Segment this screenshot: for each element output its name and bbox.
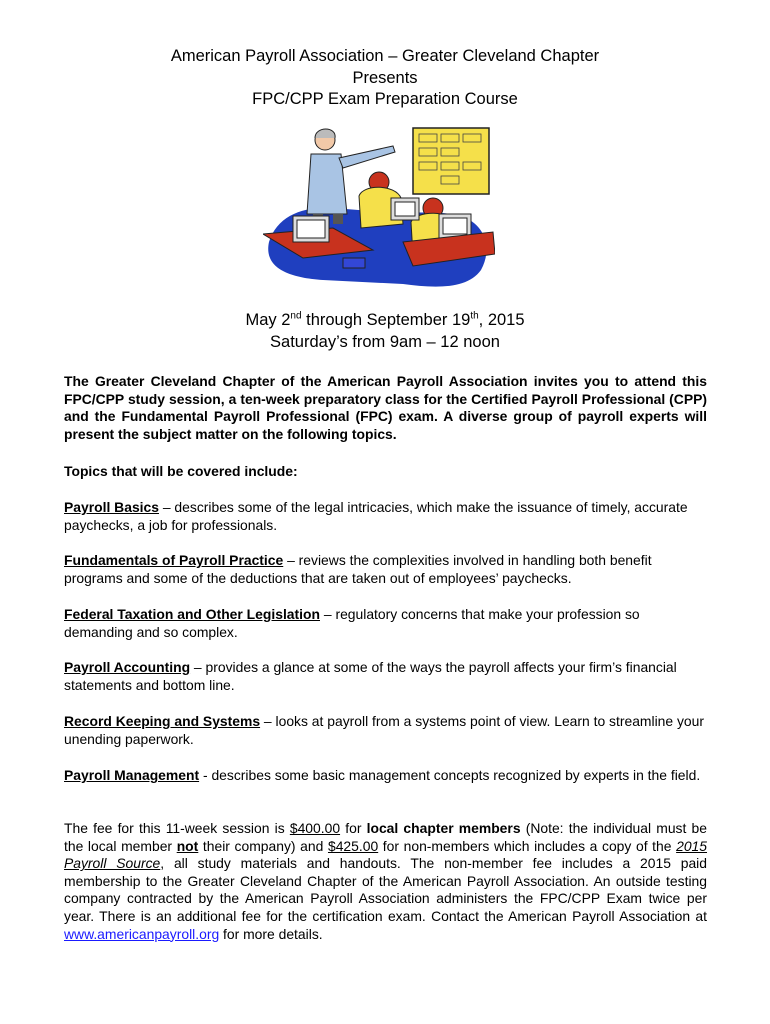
fee-text: for [340, 820, 367, 836]
topic-name: Federal Taxation and Other Legislation [64, 606, 320, 622]
fee-text: for non-members which includes a copy of the [378, 837, 677, 854]
topic-description: - describes some basic management concepts recognized by experts in the field. [199, 767, 701, 783]
course-dates [0, 310, 770, 353]
topics-heading: Topics that will be covered include: [64, 463, 298, 479]
topic-payroll-accounting [64, 659, 707, 694]
not-emphasis: not [176, 837, 199, 854]
topic-description: – regulatory concerns that make your profession so demanding and so complex. [64, 606, 640, 640]
session-time: Saturday’s from 9am – 12 noon [270, 332, 500, 351]
header-line-2: Presents [352, 68, 418, 87]
intro-paragraph: The Greater Cleveland Chapter of the American Payroll Association invites you to attend this FPC/CPP study session, a ten-week preparatory class for the Certified Payroll Professional (CPP) and the Fundamental Payroll Professional (FPC) exam. A diverse group of payroll experts will present the subject matter on the following topics. [64, 373, 707, 442]
start-date: May 2 [245, 311, 291, 329]
date-range [0, 310, 770, 332]
topic-payroll-management [64, 767, 707, 785]
start-date-suffix: nd [290, 310, 302, 322]
topic-description: – looks at payroll from a systems point of view. Learn to streamline your unending paperwork. [64, 713, 705, 747]
end-date-suffix: th [470, 310, 479, 322]
header-line-3: FPC/CPP Exam Preparation Course [252, 90, 518, 108]
fee-text: The fee for this 11-week session is [64, 820, 290, 836]
fee-text: , all study materials and handouts. The non-member fee includes a 2015 paid membership to the Greater Cleveland Chapter of the American Payroll Association. An outside testing company contracted by the American Payroll Association administers the FPC/CPP Exam twice per year. There is an additional fee for the certification exam. Contact the American Payroll Association at [64, 855, 707, 924]
topic-name: Fundamentals of Payroll Practice [64, 552, 284, 568]
classroom-clipart-image [263, 124, 495, 290]
topic-record-keeping [64, 713, 707, 748]
book-title: 2015 Payroll Source [64, 837, 708, 872]
course-header [0, 46, 770, 111]
topic-payroll-basics [64, 499, 707, 534]
topic-fundamentals [64, 552, 707, 587]
topic-description: – reviews the complexities involved in handling both benefit programs and some of the deductions that are taken out of employees’ paychecks. [64, 552, 652, 586]
topic-description: – provides a glance at some of the ways the payroll affects your firm’s financial statements and bottom line. [64, 659, 677, 693]
topic-name: Record Keeping and Systems [64, 713, 261, 729]
member-price: $400.00 [289, 820, 341, 836]
end-date: through September 19 [301, 311, 471, 329]
apa-website-link[interactable]: www.americanpayroll.org [64, 925, 220, 942]
year: , 2015 [478, 311, 525, 329]
topic-name: Payroll Accounting [64, 659, 191, 675]
header-line-1: American Payroll Association – Greater Cleveland Chapter [170, 47, 600, 65]
fee-text: for more details. [219, 925, 323, 942]
fee-text: (Note: the individual must be the local member [64, 820, 707, 854]
fee-paragraph [64, 820, 707, 943]
topic-name: Payroll Basics [64, 499, 159, 515]
topic-federal-taxation [64, 606, 707, 641]
nonmember-price: $425.00 [327, 837, 379, 854]
member-label: local chapter members [366, 820, 521, 836]
fee-text: their company) and [198, 837, 328, 854]
topic-description: – describes some of the legal intricacies, which make the issuance of timely, accurate paychecks, a job for professionals. [64, 499, 688, 533]
topic-name: Payroll Management [64, 767, 200, 783]
